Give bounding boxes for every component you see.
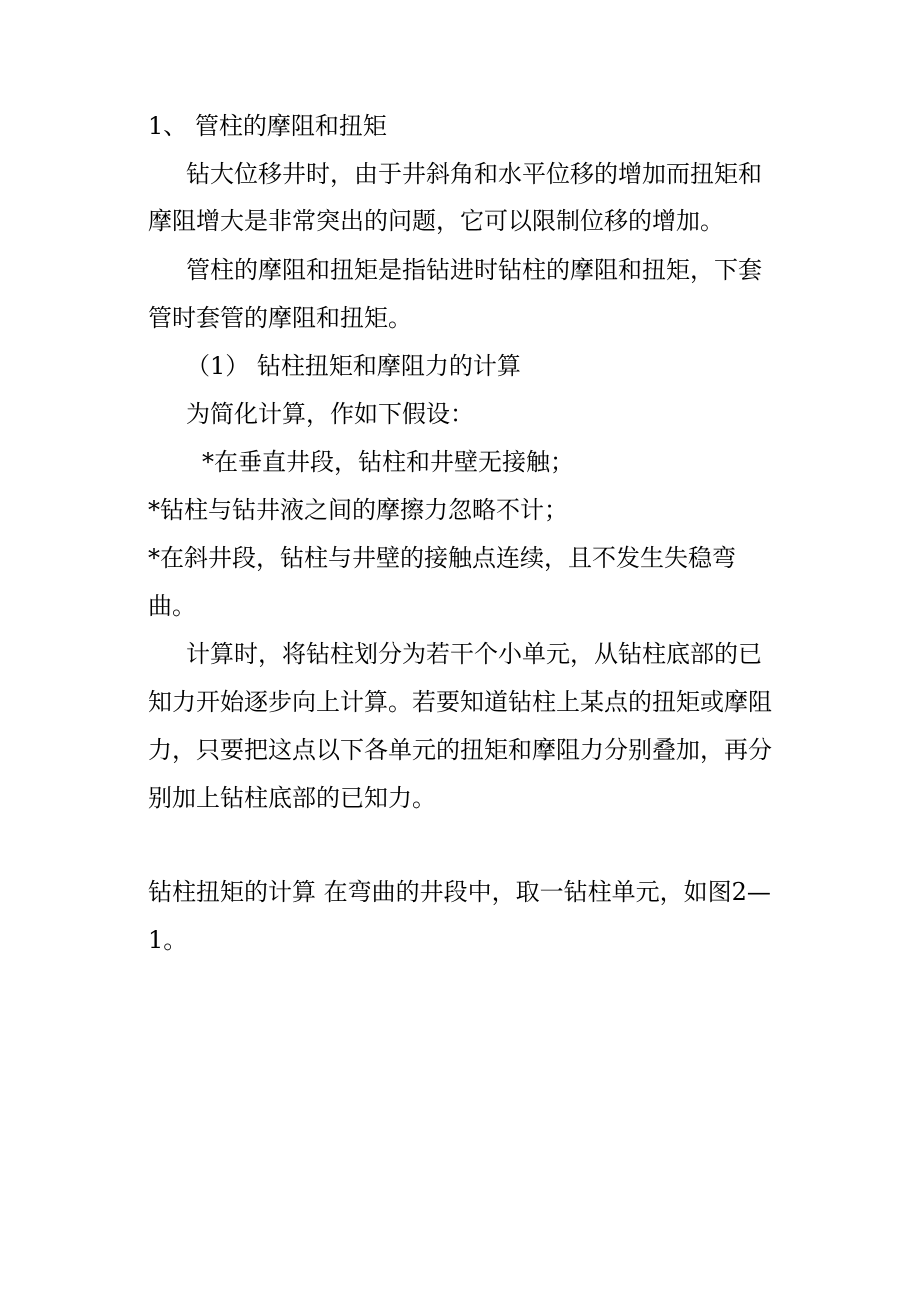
torque-calculation-line: 钻柱扭矩的计算 在弯曲的井段中，取一钻柱单元，如图2—	[148, 878, 771, 906]
calculation-line: 别加上钻柱底部的已知力。	[148, 784, 436, 812]
calculation-line: 知力开始逐步向上计算。若要知道钻柱上某点的扭矩或摩阻	[148, 688, 772, 716]
paragraph-line: 管时套管的摩阻和扭矩。	[148, 304, 412, 332]
assumption-item-continuation: 曲。	[148, 592, 196, 620]
calculation-line: 计算时，将钻柱划分为若干个小单元，从钻柱底部的已	[186, 640, 762, 668]
torque-calculation-line: 1。	[148, 926, 188, 954]
assumption-item: *钻柱与钻井液之间的摩擦力忽略不计；	[148, 496, 568, 524]
assumption-item: *在垂直井段，钻柱和井壁无接触；	[202, 448, 574, 476]
paragraph-line: 钻大位移井时，由于井斜角和水平位移的增加而扭矩和	[186, 160, 762, 188]
assumption-item: *在斜井段，钻柱与井壁的接触点连续，且不发生失稳弯	[148, 544, 736, 572]
paragraph-line: 摩阻增大是非常突出的问题，它可以限制位移的增加。	[148, 207, 724, 235]
section-heading: 1、 管柱的摩阻和扭矩	[148, 112, 387, 140]
paragraph-line: 管柱的摩阻和扭矩是指钻进时钻柱的摩阻和扭矩，下套	[186, 256, 762, 284]
calculation-line: 力，只要把这点以下各单元的扭矩和摩阻力分别叠加，再分	[148, 736, 772, 764]
subsection-heading: （1） 钻柱扭矩和摩阻力的计算	[186, 352, 521, 380]
assumption-intro: 为简化计算，作如下假设：	[186, 400, 474, 428]
